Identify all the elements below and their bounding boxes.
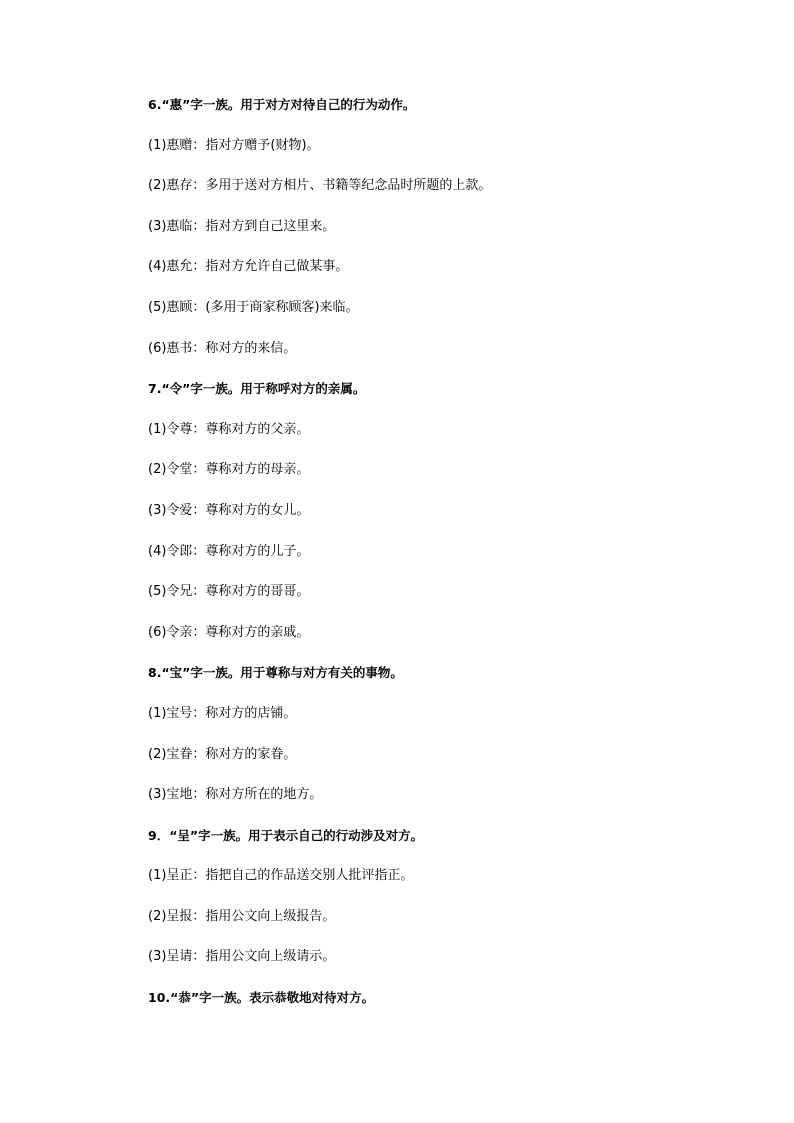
list-item: (1)令尊：尊称对方的父亲。 (148, 421, 310, 437)
section-heading-gong: 10.“恭”字一族。表示恭敬地对待对方。 (148, 990, 375, 1006)
list-item: (2)令堂：尊称对方的母亲。 (148, 462, 310, 478)
list-item: (4)惠允：指对方允许自己做某事。 (148, 259, 349, 275)
list-item: (2)惠存：多用于送对方相片、书籍等纪念品时所题的上款。 (148, 178, 492, 194)
list-item: (2)宝眷：称对方的家眷。 (148, 746, 297, 762)
section-heading-ling: 7.“令”字一族。用于称呼对方的亲属。 (148, 381, 366, 397)
list-item: (1)呈正：指把自己的作品送交别人批评指正。 (148, 868, 414, 884)
list-item: (3)令爱：尊称对方的女儿。 (148, 502, 310, 518)
list-item: (2)呈报：指用公文向上级报告。 (148, 908, 336, 924)
list-item: (1)惠赠：指对方赠予(财物)。 (148, 137, 320, 153)
list-item: (3)呈请：指用公文向上级请示。 (148, 949, 336, 965)
list-item: (5)惠顾：(多用于商家称顾客)来临。 (148, 299, 359, 315)
list-item: (3)惠临：指对方到自己这里来。 (148, 218, 336, 234)
list-item: (4)令郎：尊称对方的儿子。 (148, 543, 310, 559)
section-heading-cheng: 9．“呈”字一族。用于表示自己的行动涉及对方。 (148, 827, 424, 843)
list-item: (3)宝地：称对方所在的地方。 (148, 787, 323, 803)
section-heading-bao: 8.“宝”字一族。用于尊称与对方有关的事物。 (148, 665, 403, 681)
section-heading-hui: 6.“惠”字一族。用于对方对待自己的行为动作。 (148, 97, 416, 112)
list-item: (5)令兄：尊称对方的哥哥。 (148, 584, 310, 600)
list-item: (6)令亲：尊称对方的亲戚。 (148, 624, 310, 640)
list-item: (1)宝号：称对方的店铺。 (148, 705, 297, 721)
document-body (148, 95, 748, 1029)
list-item: (6)惠书：称对方的来信。 (148, 340, 297, 356)
